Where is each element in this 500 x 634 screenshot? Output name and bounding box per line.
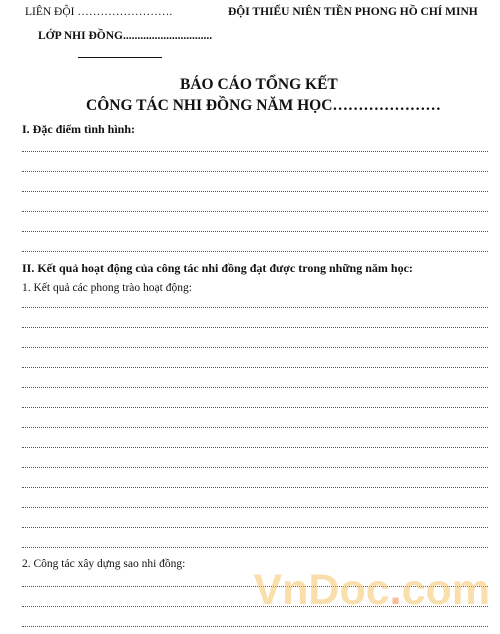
blank-line: [22, 467, 488, 468]
blank-line: [22, 347, 488, 348]
report-title-line1: BÁO CÁO TỔNG KẾT: [180, 76, 338, 93]
vndoc-watermark-logo: [253, 566, 490, 615]
header-left-line1: LIÊN ĐỘI …………………….: [25, 6, 173, 18]
blank-line: [22, 367, 488, 368]
report-title-line2: CÔNG TÁC NHI ĐỒNG NĂM HỌC…………………: [86, 97, 441, 114]
blank-line: [22, 307, 488, 308]
blank-line: [22, 447, 488, 448]
blank-line: [22, 171, 488, 172]
watermark-text-main: VnDoc: [253, 566, 390, 614]
blank-line: [22, 427, 488, 428]
section-1-heading: I. Đặc điểm tình hình:: [22, 122, 136, 136]
header-right-line1: ĐỘI THIẾU NIÊN TIỀN PHONG HỒ CHÍ MINH: [228, 6, 478, 18]
blank-line: [22, 387, 488, 388]
blank-line: [22, 191, 488, 192]
blank-line: [22, 327, 488, 328]
header-underline: [78, 57, 162, 58]
blank-line: [22, 407, 488, 408]
blank-line: [22, 547, 488, 548]
section-2-item-1: 1. Kết quả các phong trào hoạt động:: [22, 282, 192, 294]
blank-line: [22, 626, 488, 627]
blank-line: [22, 251, 488, 252]
blank-line: [22, 487, 488, 488]
section-2-heading: II. Kết quả hoạt động của công tác nhi đồng đạt được trong những năm học:: [22, 261, 413, 275]
blank-line: [22, 527, 488, 528]
blank-line: [22, 211, 488, 212]
watermark-text-dot: .: [389, 566, 402, 614]
watermark-text-tld: com: [401, 566, 490, 614]
blank-line: [22, 507, 488, 508]
blank-line: [22, 151, 488, 152]
header-left-line2: LỚP NHI ĐỒNG...............................: [38, 30, 213, 42]
blank-line: [22, 231, 488, 232]
section-2-item-2: 2. Công tác xây dựng sao nhi đồng:: [22, 558, 186, 570]
